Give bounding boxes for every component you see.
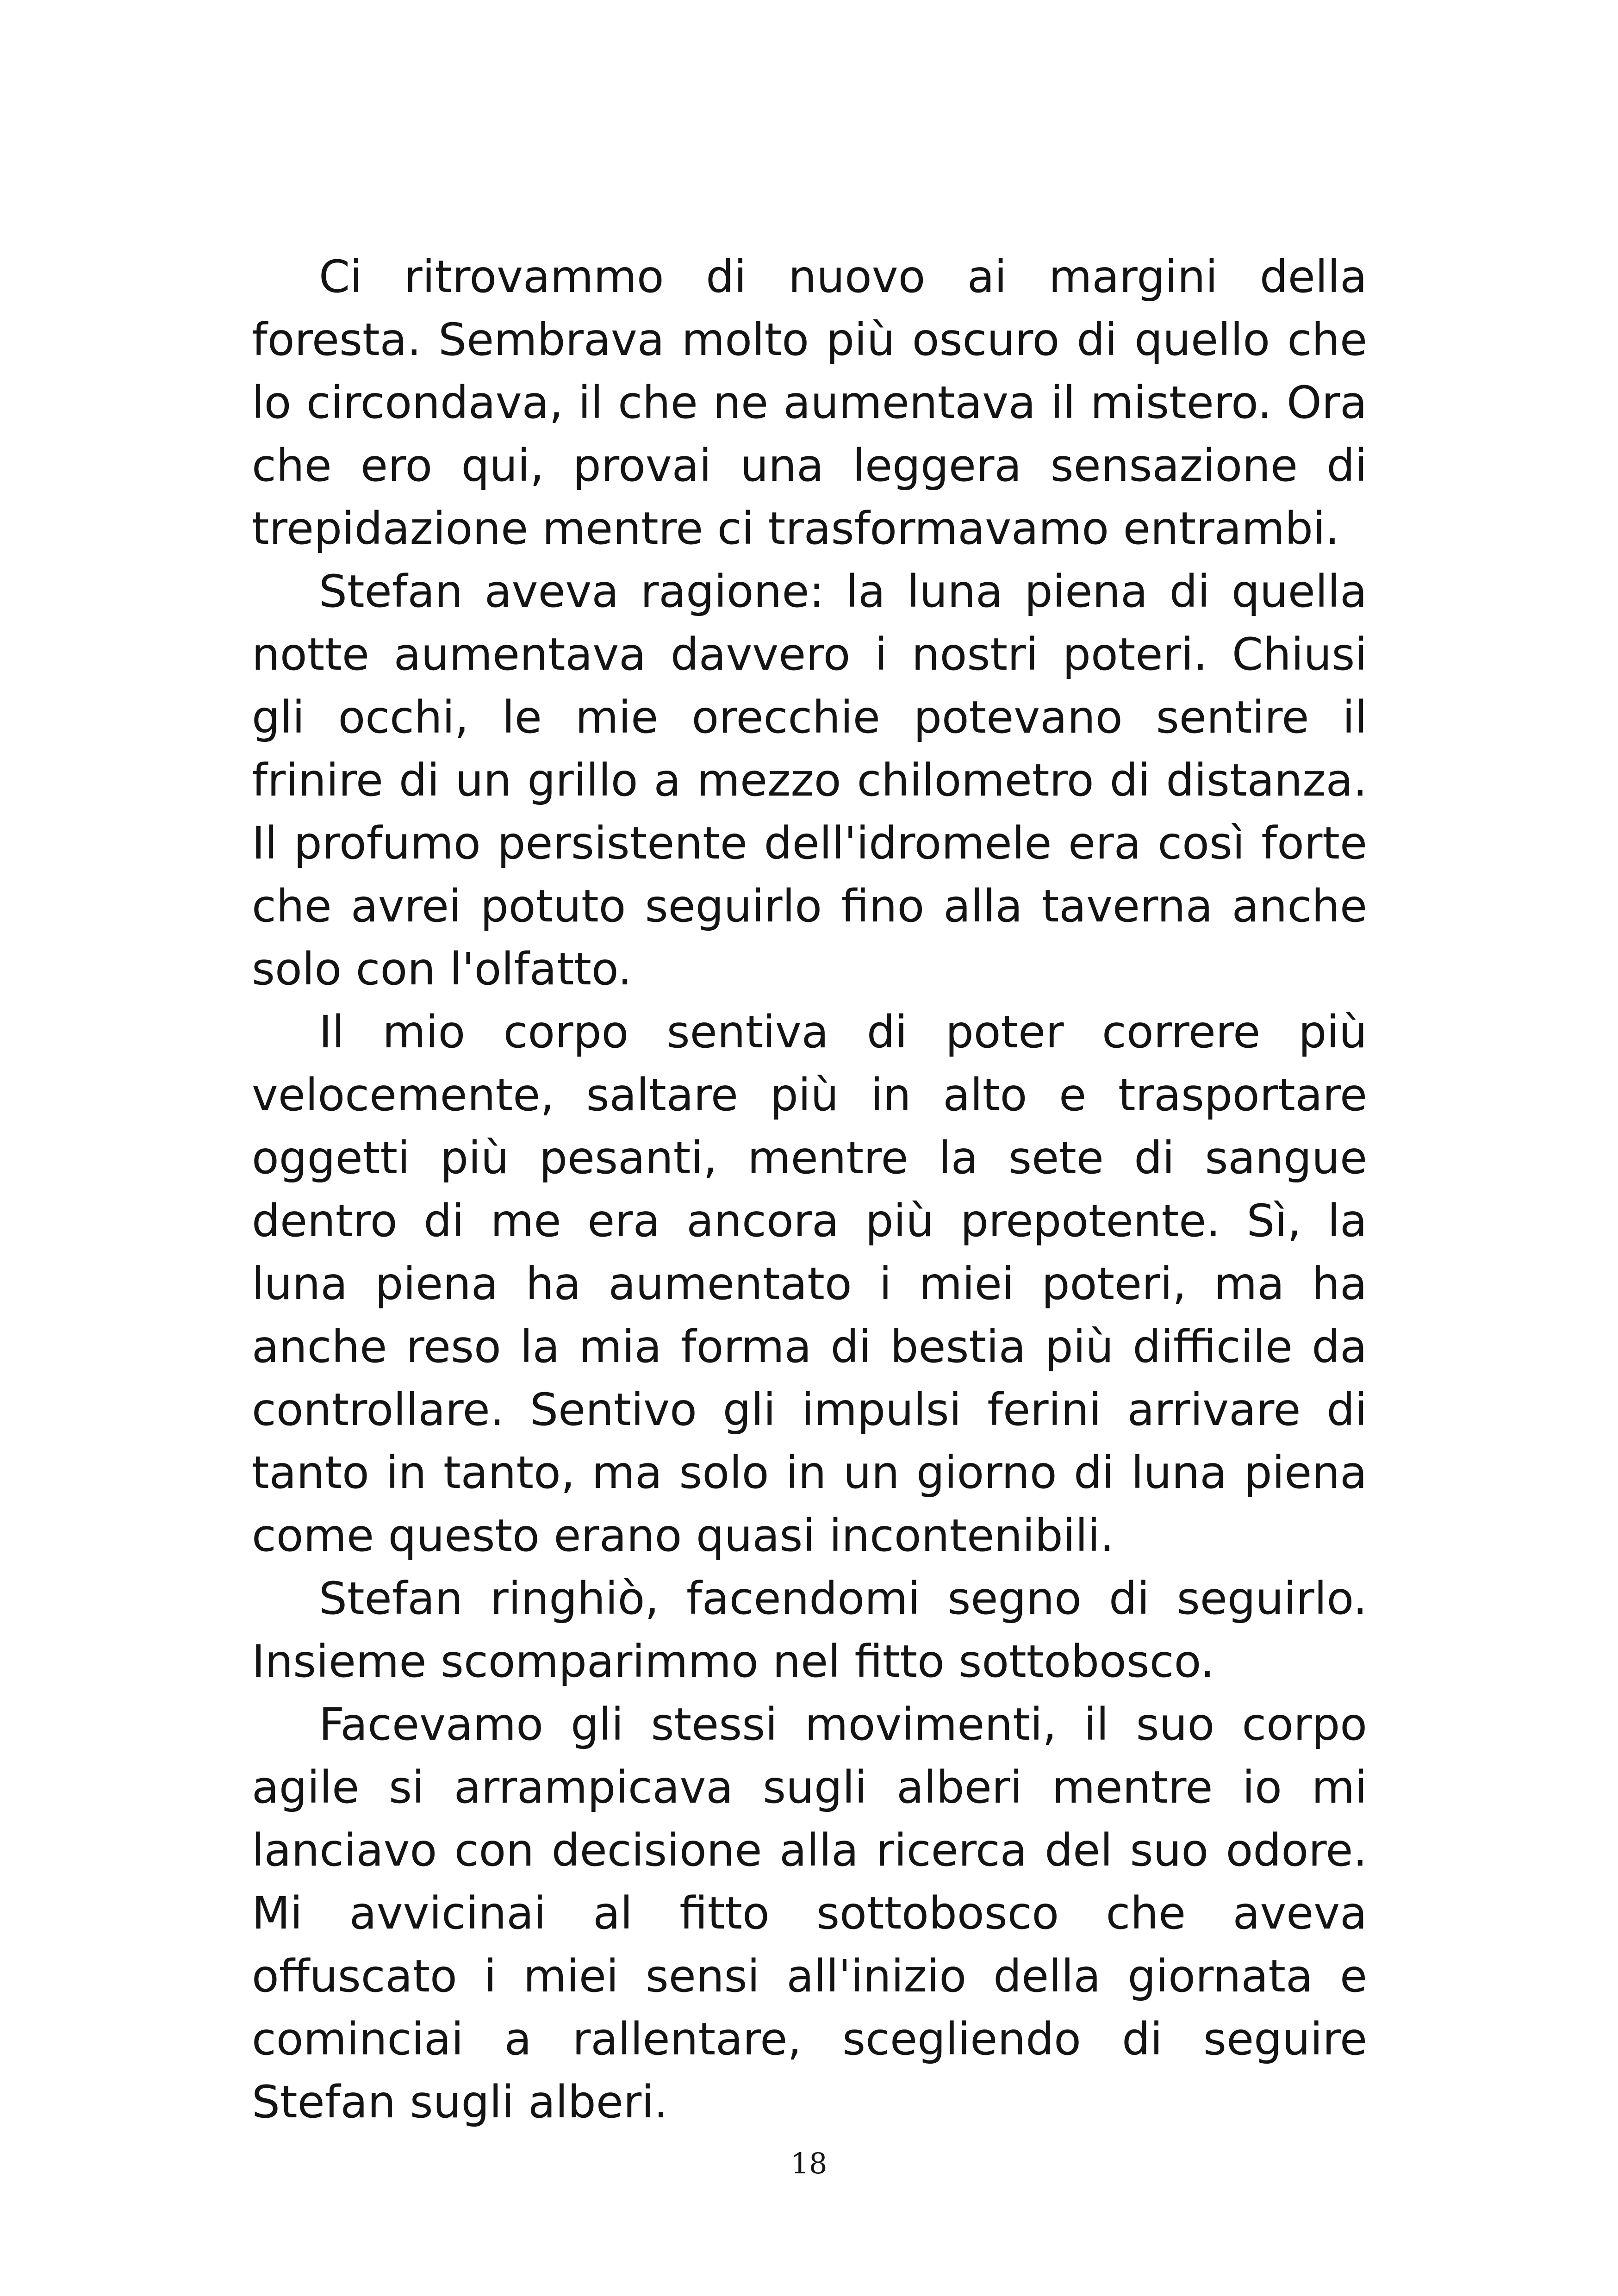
paragraph-5: Facevamo gli stessi movimenti, il suo corpo agile si arrampicava sugli alberi mentre io mi lanciavo con decisione alla ricerca del suo odore. Mi avvicinai al fitto sottobosco che aveva offuscato i miei sensi all'inizio della giornata e cominciai a rallentare, scegliendo di seguire Stefan sugli alberi. (252, 1699, 1367, 2128)
paragraph-3: Il mio corpo sentiva di poter correre più velocemente, saltare più in alto e trasportare oggetti più pesanti, mentre la sete di sangue dentro di me era ancora più prepotente. Sì, la luna piena ha aumentato i miei poteri, ma ha anche reso la mia forma di bestia più difficile da controllare. Sentivo gli impulsi ferini arrivare di tanto in tanto, ma solo in un giorno di luna piena come questo erano quasi incontenibili. (252, 1006, 1367, 1562)
page-number: 18 (790, 2147, 828, 2180)
body-text (252, 245, 1367, 2134)
paragraph-4: Stefan ringhiò, facendomi segno di seguirlo. Insieme scomparimmo nel fitto sottobosco. (252, 1573, 1367, 1687)
paragraph-2: Stefan aveva ragione: la luna piena di quella notte aumentava davvero i nostri poteri. Chiusi gli occhi, le mie orecchie potevano sentire il frinire di un grillo a mezzo chilometro di distanza. Il profumo persistente dell'idromele era così forte che avrei potuto seguirlo fino alla taverna anche solo con l'olfatto. (252, 566, 1367, 995)
paragraph-1: Ci ritrovammo di nuovo ai margini della foresta. Sembrava molto più oscuro di quello che lo circondava, il che ne aumentava il mistero. Ora che ero qui, provai una leggera sensazione di trepidazione mentre ci trasformavamo entrambi. (252, 251, 1367, 554)
